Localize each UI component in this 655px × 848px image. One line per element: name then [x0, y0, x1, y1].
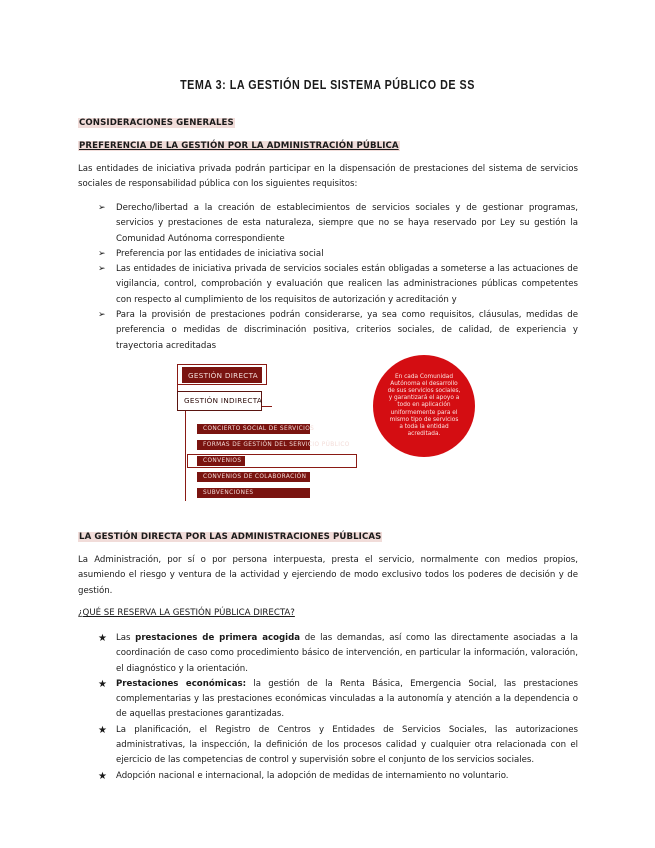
diagram-item-convenios-colaboracion: CONVENIOS DE COLABORACIÓN [197, 472, 310, 482]
connector-line [185, 411, 186, 501]
arrow-bullet-icon: ➢ [98, 203, 106, 213]
diagram-item-formas: FORMAS DE GESTIÓN DEL SERVICIO PÚBLICO [197, 440, 310, 450]
section-heading-direct: LA GESTIÓN DIRECTA POR LAS ADMINISTRACIONES PÚBLICAS [79, 532, 382, 542]
direct-management-box: GESTIÓN DIRECTA [182, 367, 262, 383]
diagram-item-subvenciones: SUBVENCIONES [197, 488, 310, 498]
arrow-bullet-icon: ➢ [98, 264, 106, 275]
convenios-outline [187, 454, 357, 468]
list-item: ➢ Preferencia por las entidades de iniciativa social [98, 247, 578, 262]
arrow-bullet-icon: ➢ [98, 310, 106, 321]
arrow-bullet-icon: ➢ [98, 248, 106, 259]
star-bullet-icon: ★ [98, 633, 107, 644]
star-bullet-icon: ★ [98, 678, 107, 690]
list-item: ★ Las prestaciones de primera acogida de las demandas, así como las directamente asociadas a la coordinación de caso como procedimiento básico de intervención, en particular la información, valoración, el diagnóstico y la orientación. [98, 633, 579, 674]
diagram-item-convenios: CONVENIOS [197, 456, 245, 466]
list-item: ★ La planificación, el Registro de Centros y Entidades de Servicios Sociales, las autorizaciones administrativas, la inspección, la definición de los procesos calidad y cualquier otra relacionada con el ejercicio de las competencias de control y supervisión sobre el conjunto de los servicios sociales. [98, 724, 578, 766]
star-bullet-icon: ★ [98, 724, 107, 736]
direct-paragraph: La Administración, por sí o por persona interpuesta, presta el servicio, normalmente con medios propios, asumiendo el riesgo y ventura de la actividad y ejerciendo de modo exclusivo todos los poderes de decisión y de gestión. [78, 555, 578, 596]
section-heading-general: CONSIDERACIONES GENERALES [79, 118, 234, 128]
page-title: TEMA 3: LA GESTIÓN DEL SISTEMA PÚBLICO DE SS [180, 78, 475, 92]
star-bullet-icon: ★ [98, 770, 107, 782]
list-item: ➢ Para la provisión de prestaciones podrán considerarse, ya sea como requisitos, cláusulas, medidas de preferencia o medidas de discriminación positiva, criterios sociales, de calidad, de experiencia y trayectoria acreditadas [98, 310, 578, 351]
list-item: ➢ Derecho/libertad a la creación de establecimientos de servicios sociales y de gestionar programas, servicios y prestaciones de esta naturaleza, siempre que no se haya reservado por Ley su gestión la Comunidad Autónoma correspondiente [98, 203, 578, 244]
requirements-list [98, 201, 578, 354]
direct-box-outline [177, 364, 267, 385]
list-item: ★ Adopción nacional e internacional, la adopción de medidas de internamiento no voluntario. [98, 769, 578, 784]
list-item: ★ Prestaciones económicas: la gestión de la Renta Básica, Emergencia Social, las prestaciones complementarias y las prestaciones económicas vinculadas a la autonomía y atención a la dependencia o de aquellas prestaciones garantizadas. [98, 678, 578, 720]
indirect-management-box: GESTIÓN INDIRECTA [177, 391, 262, 411]
question-heading: ¿QUÉ SE RESERVA LA GESTIÓN PÚBLICA DIRECTA? [78, 608, 295, 618]
connector-line [262, 406, 272, 407]
reserved-list [98, 631, 578, 784]
info-circle: En cada Comunidad Autónoma el desarrollo de sus servicios sociales, y garantizará el apoyo a todo en aplicación uniformemente para el mismo tipo de servicios a toda la entidad acreditada. [373, 355, 475, 457]
diagram-item-concierto: CONCIERTO SOCIAL DE SERVICIOS [197, 424, 310, 434]
list-item: ➢ Las entidades de iniciativa privada de servicios sociales están obligadas a someterse a las actuaciones de vigilancia, control, comprobación y evaluación que realicen las administraciones públicas competentes con respecto al cumplimiento de los requisitos de autorización y acreditación y [98, 264, 578, 305]
intro-paragraph: Las entidades de iniciativa privada podrán participar en la dispensación de prestaciones del sistema de servicios sociales de responsabilidad pública con los siguientes requisitos: [78, 164, 578, 190]
section-subheading-preference: PREFERENCIA DE LA GESTIÓN POR LA ADMINISTRACIÓN PÚBLICA [79, 141, 399, 151]
